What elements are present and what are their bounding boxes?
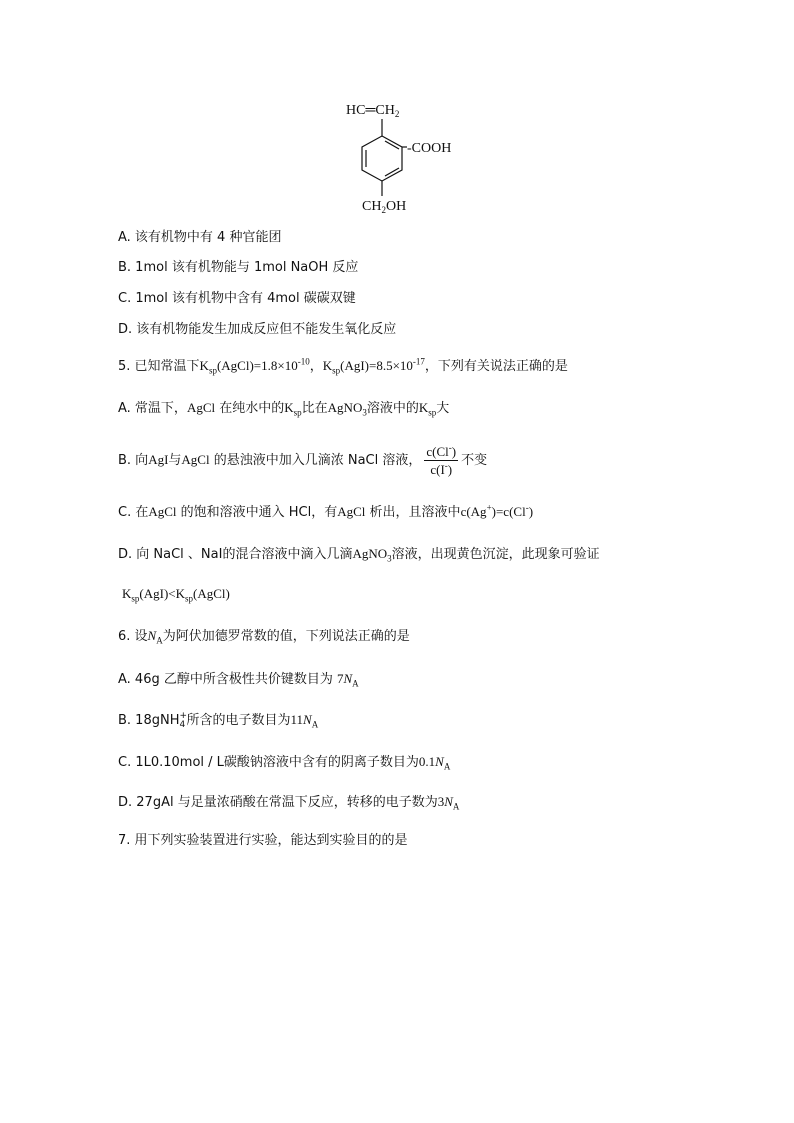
q5-option-d-continued: $K_{sp}(AgI)<K_{sp}(AgCl)$ bbox=[122, 586, 230, 604]
q6-option-a: A. 46g 乙醇中所含极性共价键数目为 $7N_A$ bbox=[118, 671, 359, 689]
q6-option-c: C. 1L0.10mol / L碳酸钠溶液中含有的阴离子数目为$0.1N_A$ bbox=[118, 754, 451, 772]
chemical-structure-diagram bbox=[330, 96, 490, 216]
q6-option-b: B. 18gNH + 4 所含的电子数目为$11N_A$ bbox=[118, 711, 319, 730]
q7-stem: 7. 用下列实验装置进行实验，能达到实验目的的是 bbox=[118, 833, 408, 848]
carboxyl-group-label: -COOH bbox=[407, 141, 452, 156]
q5-option-b: B. 向AgI与AgCl 的悬浊液中加入几滴浓 NaCl 溶液， $\frac{c(Cl^-)}{c(I^-)}$ 不变 bbox=[118, 442, 488, 477]
q5-stem: 5. 已知常温下$K_{sp}(AgCl)=1.8\times 10^{-10}$，$K_{sp}(AgI)=8.5\times 10^{-17}$，下列有关说法正确的是 bbox=[118, 356, 568, 376]
q5-option-a: A. 常温下，AgCl 在纯水中的$K_{sp}$比在AgNO$_3$溶液中的$K_{sp}$大 bbox=[118, 400, 450, 418]
q4-option-b: B. 1mol 该有机物能与 1mol NaOH 反应 bbox=[118, 260, 359, 275]
q6-stem: 6. 设$N_A$为阿伏加德罗常数的值，下列说法正确的是 bbox=[118, 628, 410, 646]
q4-option-c: C. 1mol 该有机物中含有 4mol 碳碳双键 bbox=[118, 291, 356, 306]
q6-option-d: D. 27gAl 与足量浓硝酸在常温下反应，转移的电子数为$3N_A$ bbox=[118, 794, 460, 812]
q5-option-d: D. 向 NaCl 、NaI的混合溶液中滴入几滴AgNO$_3$溶液，出现黄色沉淀，此现象可验证 bbox=[118, 546, 600, 564]
vinyl-group-label: $HC═CH_2$ bbox=[346, 103, 400, 119]
hydroxymethyl-group-label: $CH_2OH$ bbox=[362, 199, 407, 215]
q5-option-c: C. 在AgCl 的饱和溶液中通入 HCl，有AgCl 析出，且溶液中c(Ag+)=c(Cl-) bbox=[118, 502, 534, 520]
q4-option-d: D. 该有机物能发生加成反应但不能发生氧化反应 bbox=[118, 322, 397, 337]
concentration-ratio-fraction: $\frac{c(Cl^-)}{c(I^-)}$ bbox=[426, 442, 457, 477]
q4-option-a: A. 该有机物中有 4 种官能团 bbox=[118, 230, 282, 245]
